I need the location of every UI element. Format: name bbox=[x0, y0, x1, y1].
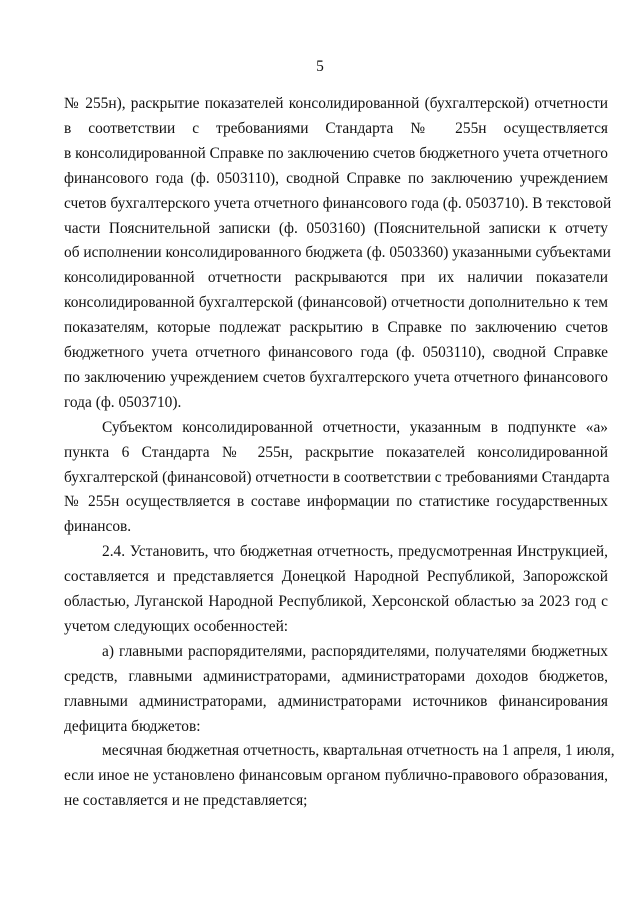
text-line: а) главными распорядителями, распорядителями, получателями бюджетных bbox=[102, 642, 608, 660]
text-line: финансов. bbox=[64, 518, 132, 536]
text-line: консолидированной отчетности раскрываются при их наличии показатели bbox=[64, 269, 608, 287]
text-line: составляется и представляется Донецкой Народной Республикой, Запорожской bbox=[64, 568, 608, 586]
text-line: главными администраторами, администраторами источников финансирования bbox=[64, 692, 608, 710]
text-line: счетов бухгалтерского учета отчетного финансового года (ф. 0503710). В текстовой bbox=[64, 194, 612, 212]
text-line: пункта 6 Стандарта № 255н, раскрытие показателей консолидированной bbox=[64, 443, 608, 461]
text-line: по заключению учреждением счетов бухгалтерского учета отчетного финансового bbox=[64, 368, 608, 386]
text-line: года (ф. 0503710). bbox=[64, 393, 182, 411]
text-line: об исполнении консолидированного бюджета (ф. 0503360) указанными субъектами bbox=[64, 244, 611, 262]
text-line: в консолидированной Справке по заключению счетов бюджетного учета отчетного bbox=[64, 144, 608, 162]
text-line: № 255н), раскрытие показателей консолидированной (бухгалтерской) отчетности bbox=[64, 95, 608, 112]
text-line: бухгалтерской (финансовой) отчетности в соответствии с требованиями Стандарта bbox=[64, 468, 610, 486]
text-line: дефицита бюджетов: bbox=[64, 717, 201, 735]
text-line: областью, Луганской Народной Республикой, Херсонской областью за 2023 год с bbox=[64, 593, 608, 610]
page-number: 5 bbox=[316, 58, 324, 75]
text-line: показателям, которые подлежат раскрытию в Справке по заключению счетов bbox=[64, 319, 608, 337]
text-line: учетом следующих особенностей: bbox=[64, 617, 289, 635]
text-line: месячная бюджетная отчетность, квартальная отчетность на 1 апреля, 1 июля, bbox=[102, 742, 615, 760]
text-line: Субъектом консолидированной отчетности, указанным в подпункте «а» bbox=[102, 418, 608, 436]
text-line: консолидированной бухгалтерской (финансовой) отчетности дополнительно к тем bbox=[64, 294, 608, 312]
text-line: № 255н осуществляется в составе информации по статистике государственных bbox=[64, 493, 608, 511]
text-line: финансового года (ф. 0503110), сводной Справке по заключению учреждением bbox=[64, 169, 608, 187]
text-line: 2.4. Установить, что бюджетная отчетность, предусмотренная Инструкцией, bbox=[102, 543, 608, 561]
text-line: части Пояснительной записки (ф. 0503160) (Пояснительной записки к отчету bbox=[64, 219, 608, 237]
text-line: в соответствии с требованиями Стандарта № 255н осуществляется bbox=[64, 119, 608, 137]
text-line: бюджетного учета отчетного финансового года (ф. 0503110), сводной Справке bbox=[64, 344, 608, 361]
text-line: если иное не установлено финансовым органом публично-правового образования, bbox=[64, 767, 608, 785]
text-line: средств, главными администраторами, администраторами доходов бюджетов, bbox=[64, 667, 608, 685]
text-line: не составляется и не представляется; bbox=[64, 792, 308, 810]
